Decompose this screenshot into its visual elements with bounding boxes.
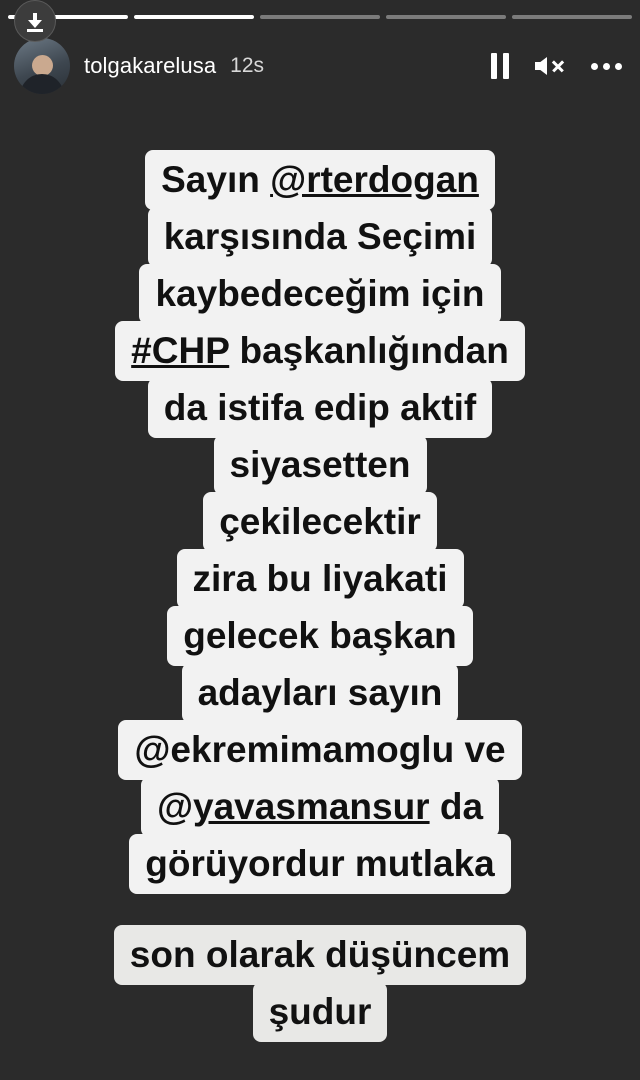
story-text-line: görüyordur mutlaka xyxy=(129,834,511,894)
story-text-line: gelecek başkan xyxy=(167,606,473,666)
story-text-line: zira bu liyakati xyxy=(177,549,464,609)
timestamp-label: 12s xyxy=(230,54,265,77)
story-text-line: #CHP başkanlığından xyxy=(115,321,525,381)
story-progress-bar xyxy=(8,14,632,19)
avatar[interactable] xyxy=(14,38,70,94)
story-text-line: kaybedeceğim için xyxy=(139,264,500,324)
story-text-block xyxy=(0,150,640,891)
story-text-line: Sayın @rterdogan xyxy=(145,150,495,210)
download-icon[interactable] xyxy=(14,0,56,42)
header-actions xyxy=(491,48,622,84)
mute-button[interactable] xyxy=(535,48,565,84)
story-text-line: siyasetten xyxy=(214,435,427,495)
story-progress-segment[interactable] xyxy=(260,15,380,19)
mute-icon xyxy=(535,53,565,79)
story-text-line: çekilecektir xyxy=(203,492,437,552)
story-text-line: adayları sayın xyxy=(182,663,459,723)
story-progress-segment[interactable] xyxy=(512,15,632,19)
pause-button[interactable] xyxy=(491,48,509,84)
story-header xyxy=(0,34,640,98)
story-secondary-text-block xyxy=(0,925,640,1039)
story-text-line: son olarak düşüncem xyxy=(114,925,526,985)
pause-icon xyxy=(491,53,509,79)
story-progress-segment[interactable] xyxy=(134,15,254,19)
download-arrow-glyph xyxy=(27,11,43,31)
story-text-line: karşısında Seçimi xyxy=(148,207,493,267)
story-text-line: @ekremimamoglu ve xyxy=(118,720,521,780)
username-label[interactable]: tolgakarelusa xyxy=(84,53,217,78)
story-progress-segment[interactable] xyxy=(386,15,506,19)
story-text-line: da istifa edip aktif xyxy=(148,378,493,438)
story-text-line: şudur xyxy=(253,982,388,1042)
more-options-button[interactable] xyxy=(591,48,622,84)
story-text-line: @yavasmansur da xyxy=(141,777,499,837)
more-options-icon xyxy=(591,63,622,70)
